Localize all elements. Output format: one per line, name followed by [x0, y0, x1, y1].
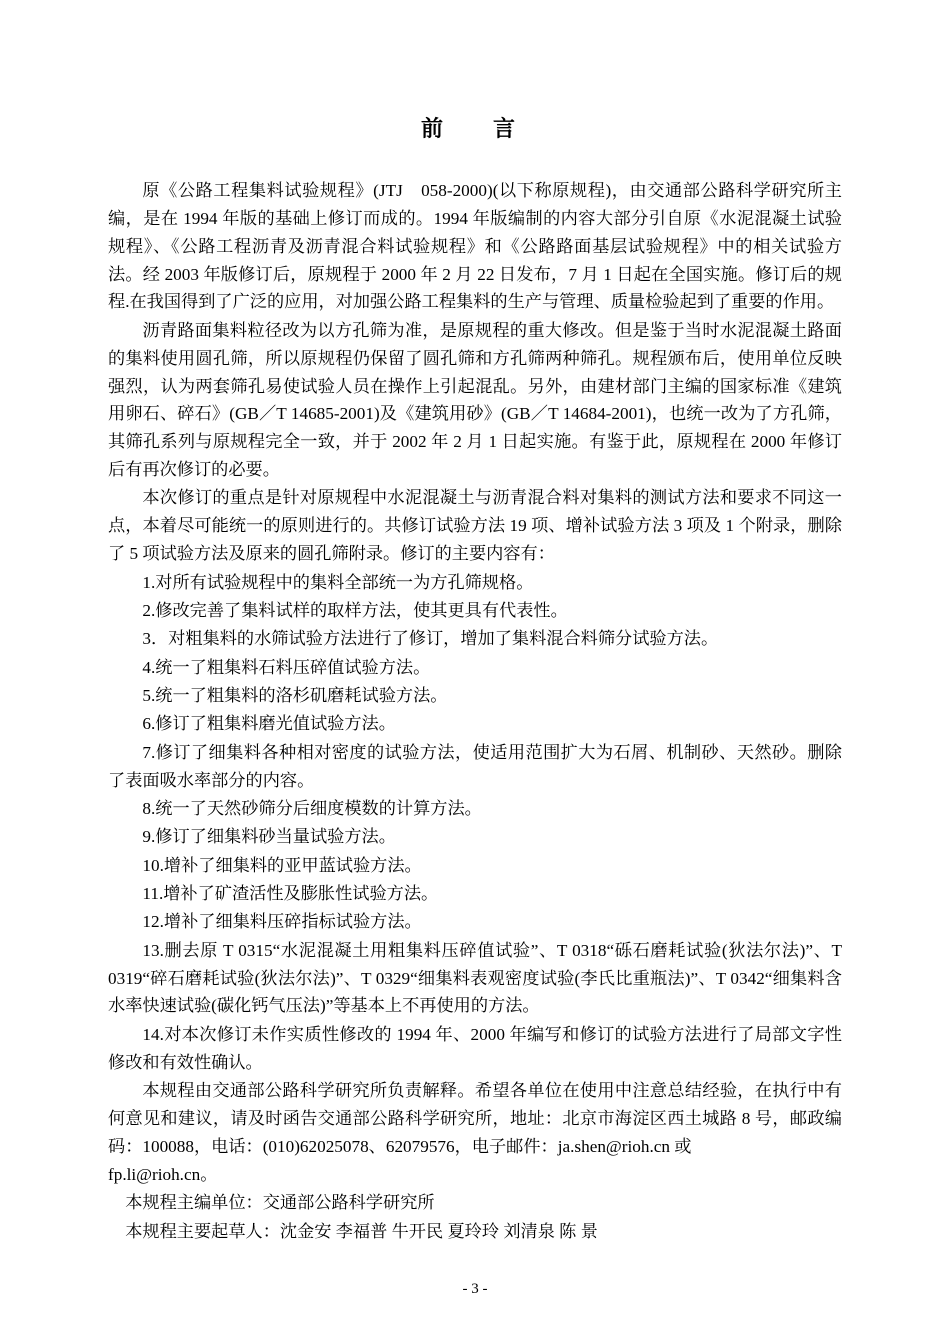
revision-item-3: 3．对粗集料的水筛试验方法进行了修订，增加了集料混合料筛分试验方法。 — [142, 629, 719, 649]
revision-item-5: 5.统一了粗集料的洛杉矶磨耗试验方法。 — [142, 685, 448, 705]
revision-item-9: 9.修订了细集料砂当量试验方法。 — [142, 827, 396, 847]
paragraph-sieve-background: 沥青路面集料粒径改为以方孔筛为准，是原规程的重大修改。但是鉴于当时水泥混凝土路面的集料使用圆孔筛，所以原规程仍保留了圆孔筛和方孔筛两种筛孔。规程颁布后，使用单位反映强烈，认为两套筛孔易使试验人员在操作上引起混乱。另外，由建材部门主编的国家标准《建筑用卵石、碎石》(GB／T 14685-2001)及《建筑用砂》(GB／T 14684-2001)，也统一改为了方孔筛，其筛孔系列与原规程完全一致，并于 2002 年 2 月 1 日起实施。有鉴于此，原规程在 2000 年修订后有再次修订的必要。 — [108, 320, 842, 480]
paragraph-intro: 原《公路工程集料试验规程》(JTJ 058-2000)(以下称原规程)，由交通部公路科学研究所主编，是在 1994 年版的基础上修订而成的。1994 年版编制的内容大部分引自原《水泥混凝土试验规程》、《公路工程沥青及沥青混合料试验规程》和《公路路面基层试验规程》中的相关试验方法。经 2003 年版修订后，原规程于 2000 年 2 月 22 日发布，7 月 1 日起在全国实施。修订后的规程.在我国得到了广泛的应用，对加强公路工程集料的生产与管理、质量检验起到了重要的作用。 — [108, 181, 842, 312]
revision-item-7: 7.修订了细集料各种相对密度的试验方法，使适用范围扩大为石屑、机制砂、天然砂。删除了表面吸水率部分的内容。 — [108, 742, 842, 790]
revision-item-4: 4.统一了粗集料石料压碎值试验方法。 — [142, 657, 431, 677]
drafters-line: 本规程主要起草人：沈金安 李福普 牛开民 夏玲玲 刘清泉 陈 景 — [125, 1221, 598, 1241]
revision-item-10: 10.增补了细集料的亚甲蓝试验方法。 — [142, 855, 422, 875]
revision-item-14: 14.对本次修订未作实质性修改的 1994 年、2000 年编写和修订的试验方法进行了局部文字性修改和有效性确认。 — [108, 1024, 842, 1072]
revision-item-2: 2.修改完善了集料试样的取样方法，使其更具有代表性。 — [142, 600, 568, 620]
paragraph-contact: 本规程由交通部公路科学研究所负责解释。希望各单位在使用中注意总结经验，在执行中有何意见和建议，请及时函告交通部公路科学研究所，地址：北京市海淀区西土城路 8 号，邮政编码：100088，电话：(010)62025078、62079576，电子邮件：ja.shen@rioh.cn 或 — [108, 1081, 842, 1156]
page-number: - 3 - — [462, 1281, 488, 1297]
page-title: 前 言 — [420, 116, 529, 141]
revision-item-12: 12.增补了细集料压碎指标试验方法。 — [142, 912, 422, 932]
paragraph-revision-focus: 本次修订的重点是针对原规程中水泥混凝土与沥青混合料对集料的测试方法和要求不同这一点，本着尽可能统一的原则进行的。共修订试验方法 19 项、增补试验方法 3 项及 1 个附录，删除了 5 项试验方法及原来的圆孔筛附录。修订的主要内容有： — [108, 488, 842, 564]
revision-item-1: 1.对所有试验规程中的集料全部统一为方孔筛规格。 — [142, 572, 534, 592]
revision-item-6: 6.修订了粗集料磨光值试验方法。 — [142, 714, 396, 734]
revision-item-13: 13.删去原 T 0315“水泥混凝土用粗集料压碎值试验”、T 0318“砾石磨耗试验(狄法尔法)”、T 0319“碎石磨耗试验(狄法尔法)”、T 0329“细集料表观密度试验(李氏比重瓶法)”、T 0342“细集料含水率快速试验(碳化钙气压法)”等基本上不再使用的方法。 — [108, 940, 842, 1016]
contact-email-line: fp.li@rioh.cn。 — [108, 1165, 218, 1185]
document-body — [108, 177, 842, 1246]
revision-item-8: 8.统一了天然砂筛分后细度模数的计算方法。 — [142, 798, 482, 818]
editor-unit-line: 本规程主编单位：交通部公路科学研究所 — [125, 1193, 435, 1213]
revision-item-11: 11.增补了矿渣活性及膨胀性试验方法。 — [142, 883, 439, 903]
